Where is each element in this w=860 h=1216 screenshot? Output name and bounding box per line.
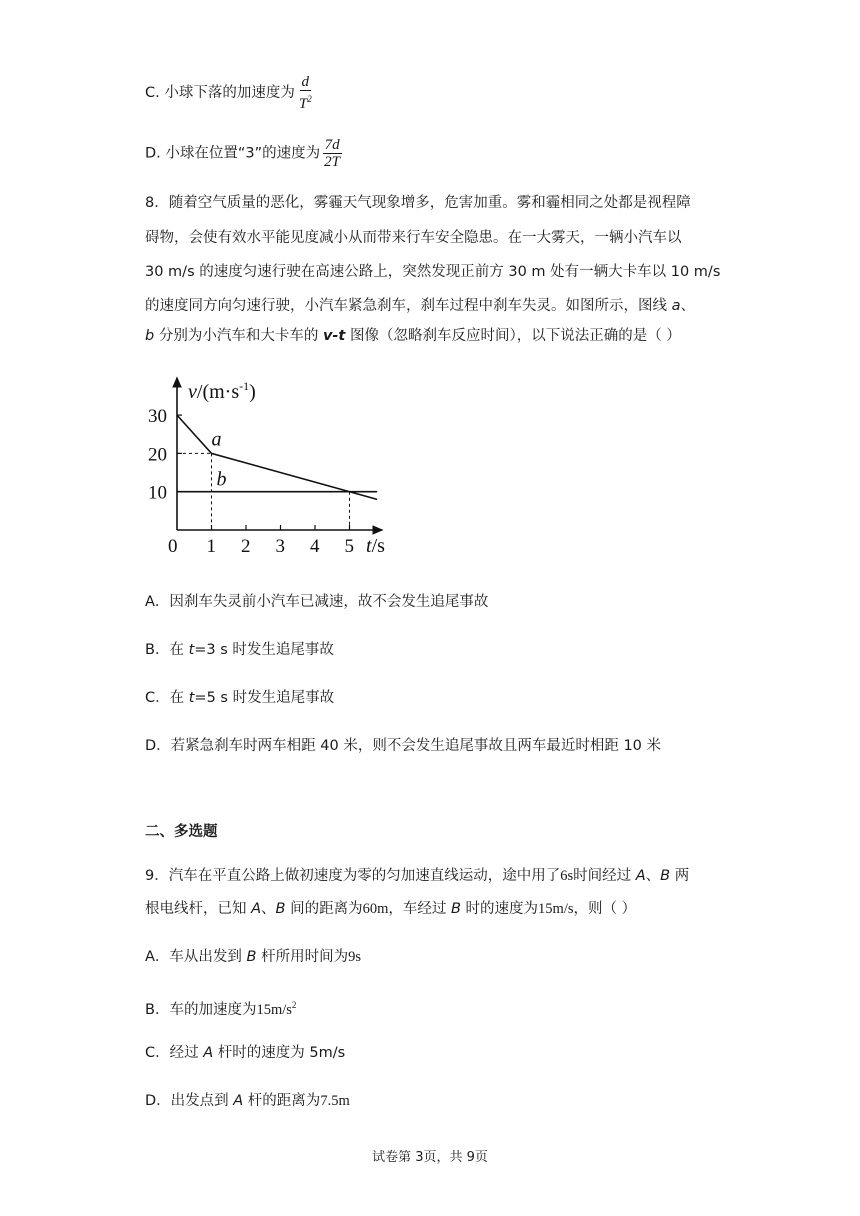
- text: C．经过: [145, 1045, 204, 1061]
- q8-option-c: [145, 688, 334, 708]
- fraction-denominator: T: [298, 96, 308, 112]
- fraction-numerator: d: [301, 74, 310, 90]
- vt-chart: [140, 370, 400, 560]
- q7-option-d-text: D. 小球在位置“3”的速度为: [145, 145, 321, 162]
- var-a: A: [203, 1045, 214, 1061]
- value: 9s: [348, 949, 361, 965]
- q7-option-d-fraction: [322, 137, 342, 170]
- text: =3 s 时发生追尾事故: [194, 642, 334, 658]
- y-tick-label: 10: [148, 482, 167, 504]
- q8-line-3: 30 m/s 的速度匀速行驶在高速公路上，突然发现正前方 30 m 处有一辆大卡车以 10 m/s: [145, 264, 721, 280]
- text: 、: [680, 298, 695, 314]
- text: 根电线杆，已知: [145, 901, 252, 917]
- q9-option-a: [145, 947, 361, 967]
- x-tick-label: 1: [206, 536, 216, 557]
- superscript: 2: [291, 1000, 297, 1010]
- q8-option-b: [145, 640, 334, 660]
- q8-option-d: D．若紧急刹车时两车相距 40 米，则不会发生追尾事故且两车最近时相距 10 米: [145, 738, 662, 754]
- value: 6s: [560, 868, 574, 884]
- value: 15m/s: [538, 901, 574, 917]
- var-a: A: [635, 868, 646, 884]
- text: A．车从出发到: [145, 949, 247, 965]
- var-b: b: [145, 328, 155, 344]
- x-tick-label: 5: [344, 536, 354, 557]
- page-footer: 试卷第 3页，共 9页: [372, 1150, 488, 1165]
- var-t: t: [188, 690, 195, 706]
- text: 时间经过: [573, 868, 636, 884]
- q7-option-c-fraction: [297, 74, 314, 112]
- text: 杆的距离为: [243, 1093, 321, 1109]
- x-tick-label: 3: [275, 536, 285, 557]
- var-a: A: [251, 901, 262, 917]
- x-tick-label: 4: [310, 536, 320, 557]
- text: 图像（忽略刹车反应时间），以下说法正确的是（ ）: [345, 328, 681, 344]
- q9-option-d: [145, 1091, 350, 1111]
- text: 两: [670, 868, 690, 884]
- text: 、: [645, 868, 661, 884]
- q8-line-1: 8．随着空气质量的恶化，雾霾天气现象增多，危害加重。雾和霾相同之处都是视程障: [145, 195, 691, 211]
- q9-option-b: [145, 995, 296, 1020]
- fraction-denominator: 2T: [324, 154, 340, 170]
- series-label-b: b: [216, 468, 227, 491]
- text: 的速度同方向匀速行驶，小汽车紧急刹车，刹车过程中刹车失灵。如图所示，图线: [145, 298, 672, 314]
- series-line-a: [177, 415, 377, 499]
- var-b: B: [660, 868, 671, 884]
- text: 杆所用时间为: [256, 949, 349, 965]
- y-axis-label: $v/(m\cdot s^{-1})$: [188, 379, 256, 403]
- var-a: A: [233, 1093, 244, 1109]
- text: 9．汽车在平直公路上做初速度为零的匀加速直线运动，途中用了: [145, 868, 561, 884]
- var-vt: v-t: [322, 328, 346, 344]
- text: ，则（ ）: [573, 901, 637, 917]
- q9-line-1: [145, 866, 689, 886]
- section-title: 二、多选题: [145, 824, 218, 840]
- q8-line-2: 碍物，会使有效水平能见度减小从而带来行车安全隐患。在一大雾天，一辆小汽车以: [145, 230, 682, 246]
- x-tick-label: 0: [168, 536, 178, 557]
- text: 、: [261, 901, 276, 917]
- y-tick-label: 20: [148, 444, 167, 466]
- text: 杆时的速度为 5m/s: [213, 1045, 346, 1061]
- var-a: a: [671, 298, 681, 314]
- q7-option-c-text: C. 小球下落的加速度为: [145, 85, 295, 101]
- superscript: 2: [307, 94, 312, 104]
- series-label-a: a: [211, 428, 222, 451]
- var-b: B: [450, 901, 461, 917]
- text: 间的距离为: [285, 901, 363, 917]
- text: D．出发点到: [145, 1093, 234, 1109]
- x-axis-label: t/s: [366, 535, 385, 557]
- fraction-numerator: 7d: [324, 137, 340, 153]
- text: 时的速度为: [460, 901, 539, 917]
- q8-option-a: A．因刹车失灵前小汽车已减速，故不会发生追尾事故: [145, 594, 489, 610]
- var-t: t: [188, 642, 195, 658]
- y-tick-label: 30: [148, 406, 167, 428]
- text: 分别为小汽车和大卡车的: [154, 328, 323, 344]
- var-b: B: [246, 949, 257, 965]
- text: C．在: [145, 690, 189, 706]
- var-b: B: [275, 901, 286, 917]
- text: ，车经过: [388, 901, 451, 917]
- value: 60m: [362, 901, 389, 917]
- value: 7.5m: [320, 1093, 350, 1109]
- x-tick-label: 2: [241, 536, 251, 557]
- q8-line-5: [145, 326, 681, 346]
- q9-line-2: [145, 899, 636, 919]
- text: B．在: [145, 642, 189, 658]
- q9-option-c: [145, 1043, 345, 1063]
- q8-line-4: [145, 296, 695, 316]
- value: 15m/s: [256, 1001, 292, 1018]
- q7-option-c: [145, 74, 314, 112]
- text: =5 s 时发生追尾事故: [194, 690, 335, 706]
- text: B．车的加速度为: [145, 1001, 257, 1018]
- q7-option-d: [145, 137, 342, 170]
